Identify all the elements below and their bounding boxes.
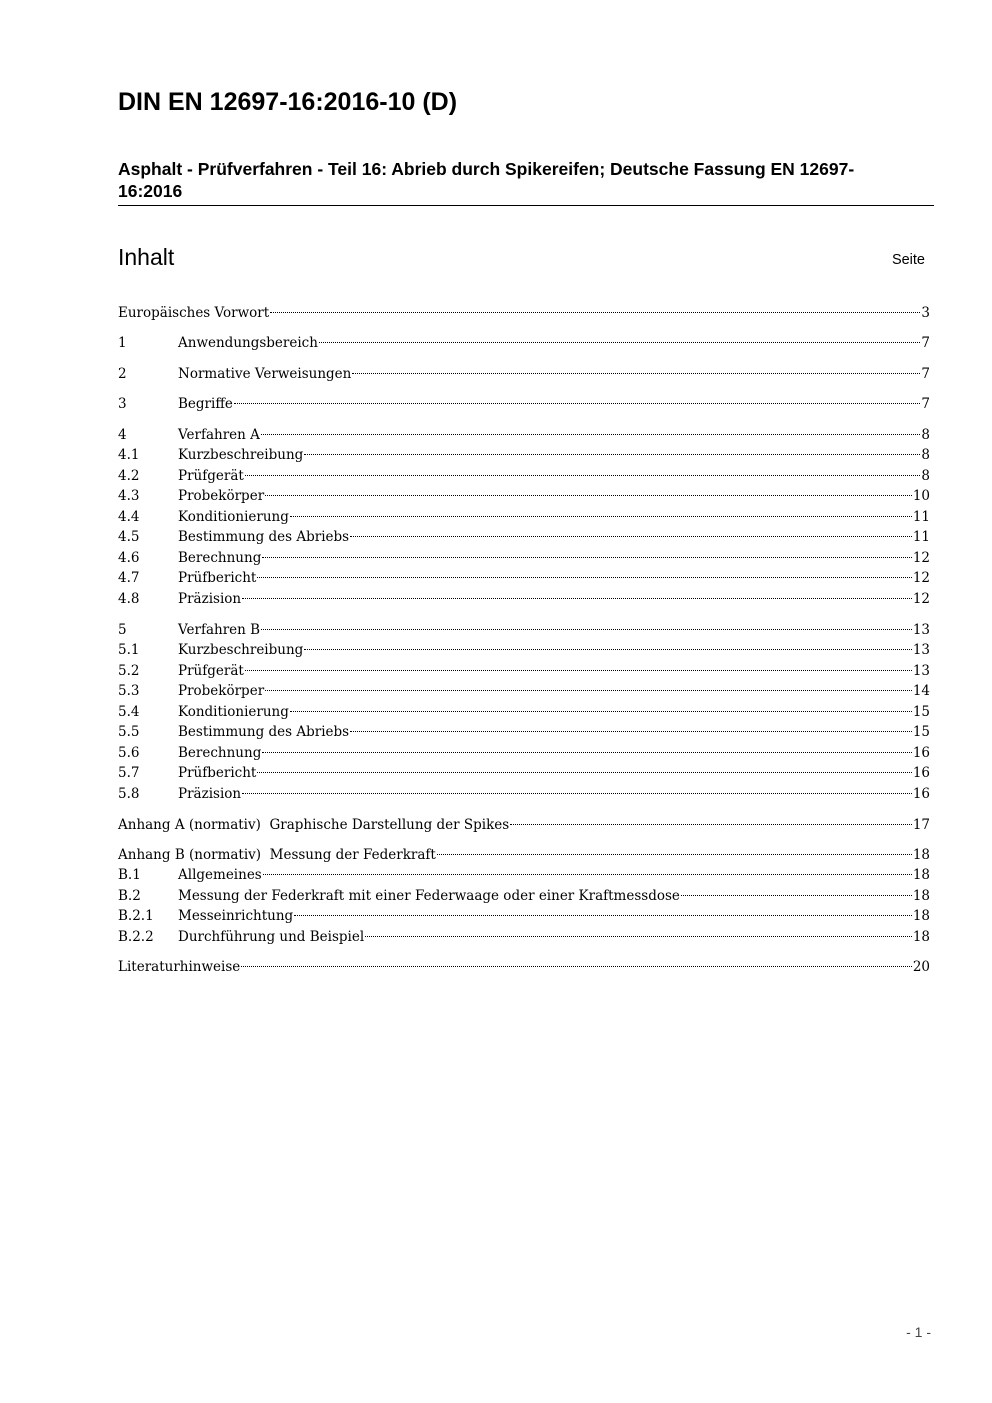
toc-entry-title: Prüfbericht (178, 765, 257, 781)
toc-entry-page: 16 (912, 765, 930, 781)
toc-dot-leader (257, 576, 912, 578)
toc-entry-number: 4.3 (118, 488, 140, 504)
toc-entry-page: 20 (912, 959, 930, 975)
toc-dot-leader (304, 648, 912, 650)
toc-entry-page: 8 (921, 468, 930, 484)
toc-dot-leader (352, 372, 920, 374)
toc-page-label: Seite (891, 252, 925, 268)
toc-entry[interactable] (118, 527, 930, 547)
toc-entry-page: 13 (912, 642, 930, 658)
document-title: DIN EN 12697-16:2016-10 (D) (118, 88, 458, 116)
toc-entry[interactable] (118, 886, 930, 906)
toc-entry[interactable] (118, 548, 930, 568)
toc-entry-page: 15 (912, 704, 930, 720)
toc-entry-title: Anhang B (normativ) Messung der Federkraft (118, 847, 436, 863)
toc-entry-number: 5.3 (118, 683, 140, 699)
toc-dot-leader (437, 853, 912, 855)
toc-entry[interactable] (118, 364, 930, 384)
toc-dot-leader (290, 515, 912, 517)
toc-entry[interactable] (118, 906, 930, 926)
toc-entry-page: 18 (912, 867, 930, 883)
toc-entry-page: 12 (912, 570, 930, 586)
toc-entry-title: Präzision (178, 591, 242, 607)
toc-entry[interactable] (118, 640, 930, 660)
toc-entry-title: Prüfbericht (178, 570, 257, 586)
toc-entry-number: 5.8 (118, 786, 140, 802)
toc-dot-leader (510, 823, 912, 825)
toc-entry-number: B.2.2 (118, 929, 154, 945)
toc-entry-page: 18 (912, 908, 930, 924)
toc-entry-number: B.2.1 (118, 908, 154, 924)
toc-dot-leader (265, 494, 912, 496)
toc-entry-title: Probekörper (178, 488, 265, 504)
toc-entry-number: B.2 (118, 888, 141, 904)
toc-dot-leader (234, 402, 921, 404)
toc-dot-leader (265, 689, 912, 691)
toc-entry-number: 1 (118, 335, 127, 351)
toc-entry-title: Kurzbeschreibung (178, 642, 304, 658)
toc-entry[interactable] (118, 507, 930, 527)
toc-entry[interactable] (118, 784, 930, 804)
toc-entry[interactable] (118, 661, 930, 681)
toc-entry[interactable] (118, 620, 930, 640)
toc-dot-leader (242, 792, 912, 794)
toc-entry-page: 8 (921, 447, 930, 463)
toc-entry-title: Prüfgerät (178, 468, 244, 484)
toc-dot-leader (290, 710, 912, 712)
toc-entry-page: 18 (912, 888, 930, 904)
toc-entry-title: Berechnung (178, 550, 262, 566)
toc-entry-page: 16 (912, 745, 930, 761)
document-subtitle: Asphalt - Prüfverfahren - Teil 16: Abrieb durch Spikereifen; Deutsche Fassung EN 12697-16:2016 (118, 159, 855, 201)
toc-dot-leader (350, 535, 912, 537)
toc-entry-page: 13 (912, 622, 930, 638)
toc-entry-page: 10 (912, 488, 930, 504)
toc-entry-title: Prüfgerät (178, 663, 244, 679)
toc-heading: Inhalt (118, 244, 175, 270)
toc-dot-leader (241, 965, 912, 967)
toc-entry[interactable] (118, 702, 930, 722)
toc-entry-number: 5.4 (118, 704, 140, 720)
footer-page-number: - 1 - (906, 1324, 931, 1340)
toc-entry[interactable] (118, 743, 930, 763)
toc-dot-leader (242, 597, 912, 599)
toc-entry-title: Verfahren A (178, 427, 260, 443)
toc-entry-title: Durchführung und Beispiel (178, 929, 365, 945)
toc-entry-number: 4.6 (118, 550, 140, 566)
toc-entry-title: Messung der Federkraft mit einer Federwaage oder einer Kraftmessdose (178, 888, 680, 904)
toc-dot-leader (245, 669, 912, 671)
toc-entry-number: 4 (118, 427, 127, 443)
toc-entry-page: 11 (912, 529, 930, 545)
toc-entry-title: Konditionierung (178, 509, 289, 525)
toc-entry-title: Anwendungsbereich (178, 335, 318, 351)
toc-entry[interactable] (118, 865, 930, 885)
toc-entry-number: 5.2 (118, 663, 140, 679)
toc-dot-leader (261, 628, 912, 630)
toc-entry[interactable] (118, 845, 930, 865)
toc-entry-title: Berechnung (178, 745, 262, 761)
toc-entry-page: 18 (912, 929, 930, 945)
toc-dot-leader (304, 453, 920, 455)
toc-entry[interactable] (118, 425, 930, 445)
toc-entry-number: 5.7 (118, 765, 140, 781)
toc-entry-title: Verfahren B (178, 622, 261, 638)
toc-dot-leader (319, 341, 920, 343)
toc-entry-title: Messeinrichtung (178, 908, 294, 924)
toc-entry[interactable] (118, 394, 930, 414)
toc-entry[interactable] (118, 815, 930, 835)
toc-dot-leader (681, 894, 912, 896)
toc-entry-number: 2 (118, 366, 127, 382)
toc-entry-title: Präzision (178, 786, 242, 802)
toc-entry-number: 5.5 (118, 724, 140, 740)
toc-dot-leader (261, 433, 921, 435)
toc-entry-page: 8 (921, 427, 930, 443)
toc-entry-number: B.1 (118, 867, 141, 883)
toc-entry-title: Probekörper (178, 683, 265, 699)
toc-entry-number: 4.1 (118, 447, 140, 463)
toc-entry[interactable] (118, 763, 930, 783)
toc-entry-page: 15 (912, 724, 930, 740)
toc-entry-page: 11 (912, 509, 930, 525)
toc-entry-number: 4.4 (118, 509, 140, 525)
toc-entry-title: Kurzbeschreibung (178, 447, 304, 463)
toc-entry[interactable] (118, 445, 930, 465)
toc-entry-number: 4.8 (118, 591, 140, 607)
toc-entry[interactable] (118, 466, 930, 486)
toc-entry-page: 7 (921, 366, 930, 382)
toc-entry[interactable] (118, 957, 930, 977)
toc-entry-number: 5 (118, 622, 127, 638)
toc-entry[interactable] (118, 722, 930, 742)
toc-entry-title: Europäisches Vorwort (118, 305, 270, 321)
toc-entry[interactable] (118, 589, 930, 609)
toc-entry-page: 18 (912, 847, 930, 863)
toc-entry-number: 5.6 (118, 745, 140, 761)
toc-dot-leader (270, 311, 920, 313)
toc-entry-page: 13 (912, 663, 930, 679)
toc-entry[interactable] (118, 333, 930, 353)
toc-dot-leader (257, 771, 912, 773)
toc-entry-title: Bestimmung des Abriebs (178, 529, 350, 545)
toc-entry-page: 7 (921, 396, 930, 412)
toc-entry[interactable] (118, 486, 930, 506)
toc-entry-title: Begriffe (178, 396, 233, 412)
toc-entry-number: 5.1 (118, 642, 140, 658)
toc-entry-page: 14 (912, 683, 930, 699)
toc-entry-title: Literaturhinweise (118, 959, 241, 975)
toc-entry-title: Konditionierung (178, 704, 289, 720)
toc-entry-page: 12 (912, 591, 930, 607)
toc-dot-leader (263, 873, 912, 875)
toc-entry-page: 12 (912, 550, 930, 566)
toc-entry[interactable] (118, 568, 930, 588)
toc-entry[interactable] (118, 927, 930, 947)
toc-entry[interactable] (118, 681, 930, 701)
toc-entry-title: Allgemeines (178, 867, 262, 883)
toc-dot-leader (245, 474, 921, 476)
toc-dot-leader (350, 730, 912, 732)
toc-dot-leader (262, 751, 911, 753)
toc-dot-leader (294, 914, 912, 916)
toc-entry[interactable] (118, 303, 930, 323)
toc-entry-number: 3 (118, 396, 127, 412)
toc-entry-page: 16 (912, 786, 930, 802)
toc-entry-title: Anhang A (normativ) Graphische Darstellung der Spikes (118, 817, 510, 833)
toc-entry-page: 3 (921, 305, 930, 321)
toc-entry-page: 17 (912, 817, 930, 833)
toc-entry-number: 4.7 (118, 570, 140, 586)
toc-entry-page: 7 (921, 335, 930, 351)
toc-entry-number: 4.2 (118, 468, 140, 484)
toc-dot-leader (262, 556, 911, 558)
toc-entry-title: Bestimmung des Abriebs (178, 724, 350, 740)
toc-entry-number: 4.5 (118, 529, 140, 545)
toc-entry-title: Normative Verweisungen (178, 366, 352, 382)
toc-dot-leader (365, 935, 912, 937)
title-divider (118, 205, 934, 206)
